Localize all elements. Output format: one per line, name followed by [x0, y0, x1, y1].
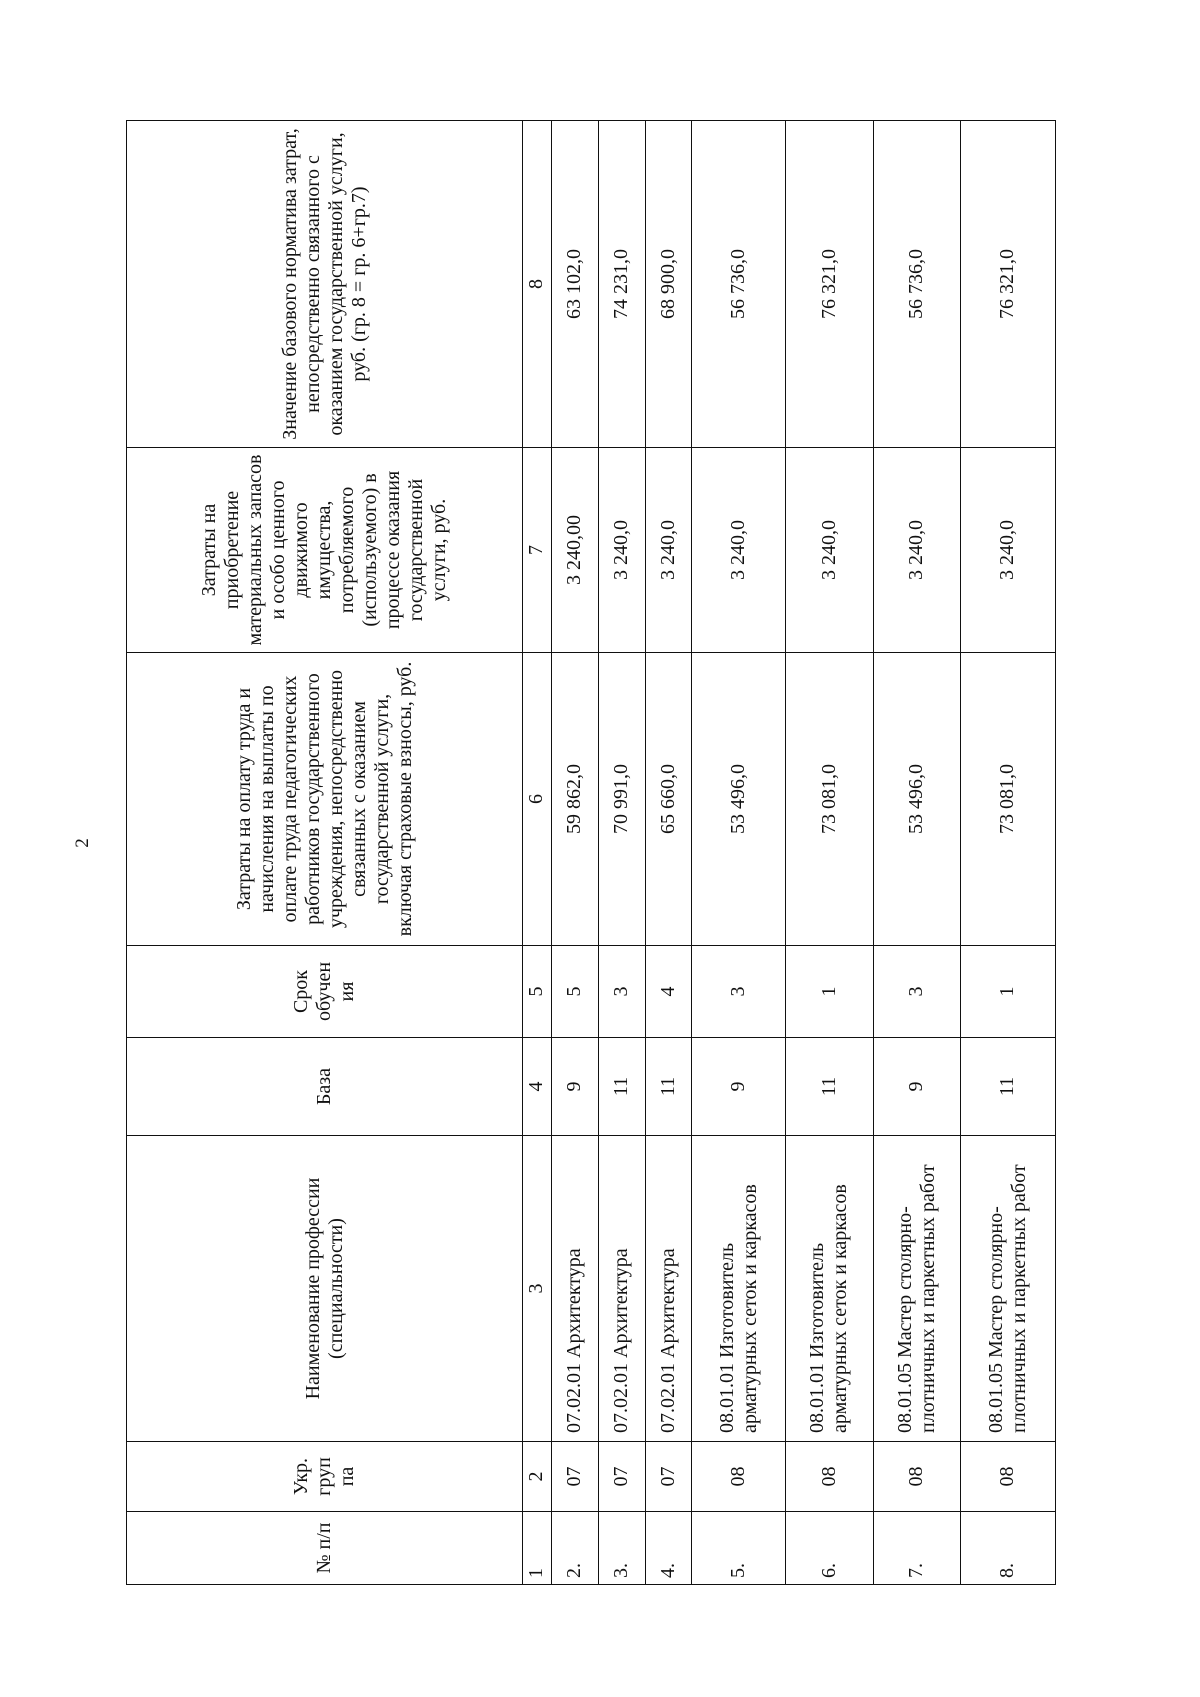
header-term: Срок обучен ия — [127, 946, 523, 1038]
cell-base: 11 — [786, 1038, 873, 1136]
column-number: 1 — [523, 1512, 551, 1585]
cell-base: 11 — [598, 1038, 645, 1136]
table-row — [598, 121, 645, 1585]
page-number: 2 — [71, 838, 93, 848]
cell-labor: 53 496,0 — [873, 653, 960, 946]
cell-group: 07 — [551, 1442, 598, 1512]
column-number: 8 — [523, 121, 551, 448]
table-row — [551, 121, 598, 1585]
cell-materials: 3 240,0 — [692, 448, 786, 653]
cell-base: 11 — [960, 1038, 1055, 1136]
header-total: Значение базового норматива затрат, непосредственно связанного с оказанием государственной услуги, руб. (гр. 8 = гр. 6+гр.7) — [127, 121, 523, 448]
cell-name: 08.01.05 Мастер столярно-плотничных и паркетных работ — [873, 1136, 960, 1442]
cell-labor: 53 496,0 — [692, 653, 786, 946]
cell-name: 07.02.01 Архитектура — [551, 1136, 598, 1442]
cell-labor: 73 081,0 — [786, 653, 873, 946]
cell-term: 5 — [551, 946, 598, 1038]
cell-name: 07.02.01 Архитектура — [598, 1136, 645, 1442]
cell-total: 74 231,0 — [598, 121, 645, 448]
cell-group: 08 — [960, 1442, 1055, 1512]
cell-term: 3 — [873, 946, 960, 1038]
cell-materials: 3 240,0 — [873, 448, 960, 653]
cell-no: 8. — [960, 1512, 1055, 1585]
header-labor: Затраты на оплату труда и начисления на выплаты по оплате труда педагогических работников государственного учреждения, непосредственно связанных с оказанием государственной услуги, включая страховые взносы, руб. — [127, 653, 523, 946]
cell-materials: 3 240,0 — [786, 448, 873, 653]
cell-labor: 65 660,0 — [645, 653, 692, 946]
table-header-row — [127, 121, 523, 1585]
table-row — [692, 121, 786, 1585]
column-number: 3 — [523, 1136, 551, 1442]
header-no: № п/п — [127, 1512, 523, 1585]
cell-no: 6. — [786, 1512, 873, 1585]
table-row — [645, 121, 692, 1585]
cell-no: 7. — [873, 1512, 960, 1585]
table-row — [873, 121, 960, 1585]
cell-base: 9 — [692, 1038, 786, 1136]
column-number: 2 — [523, 1442, 551, 1512]
header-materials: Затраты на приобретение материальных запасов и особо ценного движимого имущества, потребляемого (используемого) в процессе оказания государственной услуги, руб. — [127, 448, 523, 653]
column-number: 5 — [523, 946, 551, 1038]
column-number: 6 — [523, 653, 551, 946]
cell-total: 63 102,0 — [551, 121, 598, 448]
header-name: Наименование профессии (специальности) — [127, 1136, 523, 1442]
cell-term: 3 — [598, 946, 645, 1038]
cell-base: 11 — [645, 1038, 692, 1136]
cell-total: 68 900,0 — [645, 121, 692, 448]
cell-group: 07 — [645, 1442, 692, 1512]
cell-total: 76 321,0 — [960, 121, 1055, 448]
cell-no: 3. — [598, 1512, 645, 1585]
cell-name: 08.01.05 Мастер столярно-плотничных и паркетных работ — [960, 1136, 1055, 1442]
cell-term: 4 — [645, 946, 692, 1038]
cell-name: 08.01.01 Изготовитель арматурных сеток и каркасов — [692, 1136, 786, 1442]
cell-total: 56 736,0 — [692, 121, 786, 448]
cell-base: 9 — [551, 1038, 598, 1136]
column-numbers-row — [523, 121, 551, 1585]
cell-term: 3 — [692, 946, 786, 1038]
cell-materials: 3 240,00 — [551, 448, 598, 653]
cell-term: 1 — [786, 946, 873, 1038]
cell-materials: 3 240,0 — [598, 448, 645, 653]
cell-group: 08 — [786, 1442, 873, 1512]
cell-total: 76 321,0 — [786, 121, 873, 448]
cell-base: 9 — [873, 1038, 960, 1136]
column-number: 7 — [523, 448, 551, 653]
cell-group: 08 — [873, 1442, 960, 1512]
rotated-table-container — [126, 121, 1056, 1585]
cell-materials: 3 240,0 — [645, 448, 692, 653]
cell-total: 56 736,0 — [873, 121, 960, 448]
table-row — [960, 121, 1055, 1585]
cost-norms-table — [126, 120, 1056, 1585]
cell-name: 08.01.01 Изготовитель арматурных сеток и каркасов — [786, 1136, 873, 1442]
column-number: 4 — [523, 1038, 551, 1136]
cell-labor: 59 862,0 — [551, 653, 598, 946]
cell-group: 07 — [598, 1442, 645, 1512]
cell-no: 4. — [645, 1512, 692, 1585]
cell-materials: 3 240,0 — [960, 448, 1055, 653]
cell-labor: 73 081,0 — [960, 653, 1055, 946]
cell-group: 08 — [692, 1442, 786, 1512]
cell-labor: 70 991,0 — [598, 653, 645, 946]
cell-term: 1 — [960, 946, 1055, 1038]
cell-no: 2. — [551, 1512, 598, 1585]
header-base: База — [127, 1038, 523, 1136]
header-group: Укр. груп па — [127, 1442, 523, 1512]
cell-no: 5. — [692, 1512, 786, 1585]
table-row — [786, 121, 873, 1585]
cell-name: 07.02.01 Архитектура — [645, 1136, 692, 1442]
